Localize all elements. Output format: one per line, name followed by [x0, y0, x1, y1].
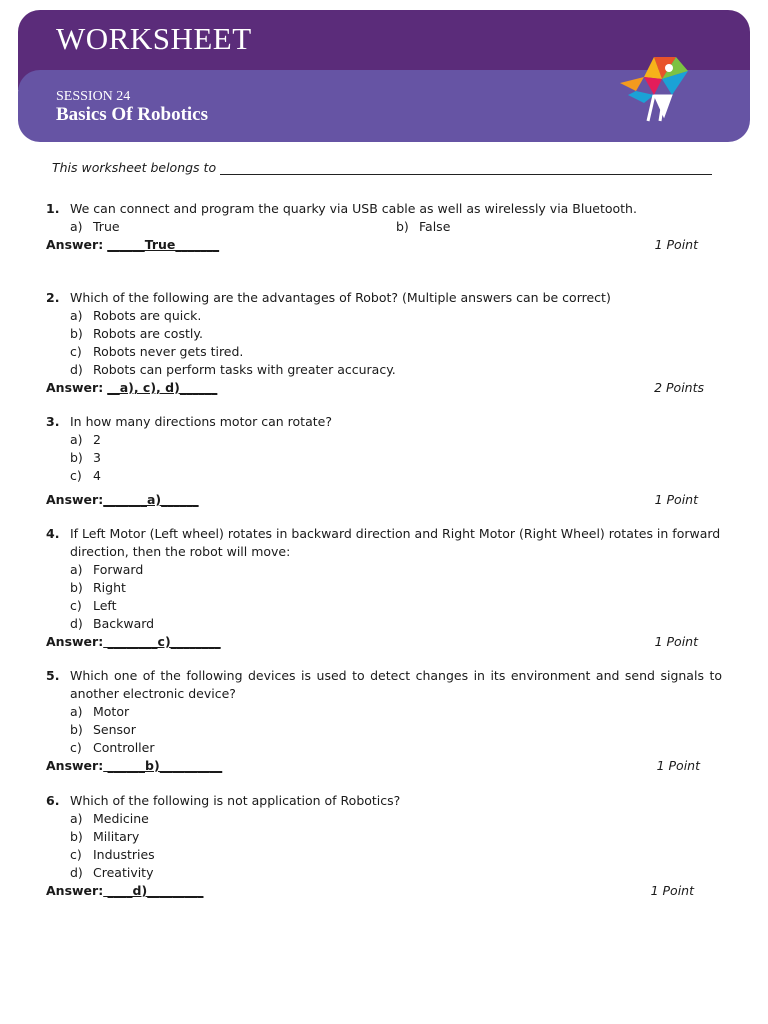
owner-line: [52, 160, 712, 175]
question-text: Which of the following are the advantages of Robot? (Multiple answers can be correct): [70, 290, 611, 305]
option-d[interactable]: d) Backward: [70, 616, 155, 631]
option-list: [46, 431, 722, 485]
answer-label: Answer:: [46, 237, 104, 252]
option-c[interactable]: c) Left: [70, 598, 117, 613]
question-number: 4.: [46, 526, 60, 541]
answer-value: ____d)_________: [103, 883, 204, 898]
option-list: [46, 703, 722, 757]
question-text: We can connect and program the quarky via USB cable as well as wirelessly via Bluetooth.: [70, 201, 637, 216]
option-d[interactable]: d) Creativity: [70, 865, 154, 880]
worksheet-title: WORKSHEET: [56, 21, 252, 56]
option-a[interactable]: a) Robots are quick.: [70, 308, 202, 323]
option-c[interactable]: c) 4: [70, 468, 101, 483]
question-number: 6.: [46, 793, 60, 808]
question-number: 3.: [46, 414, 60, 429]
question-4: [46, 525, 722, 651]
question-text: If Left Motor (Left wheel) rotates in backward direction and Right Motor (Right Wheel) rotates in forward direction, then the robot will move:: [70, 526, 721, 559]
answer-row: [46, 757, 722, 775]
answer-value: ______b)__________: [103, 758, 223, 773]
points-label: 1 Point: [654, 492, 698, 507]
bird-logo-icon: [614, 55, 694, 125]
session-number: SESSION 24: [56, 89, 131, 104]
answer-label: Answer:: [46, 634, 104, 649]
answer-row: [46, 633, 722, 651]
option-a[interactable]: a) 2: [70, 432, 101, 447]
answer-value: ________c)________: [103, 634, 221, 649]
option-d[interactable]: d) Robots can perform tasks with greater accuracy.: [70, 362, 396, 377]
question-5: [46, 667, 722, 775]
option-b[interactable]: b) Sensor: [70, 722, 136, 737]
answer-label: Answer:: [46, 380, 104, 395]
answer-row: [46, 882, 722, 900]
question-number: 2.: [46, 290, 60, 305]
session-topic: Basics Of Robotics: [56, 104, 208, 125]
question-number: 1.: [46, 201, 60, 216]
answer-label: Answer:: [46, 758, 104, 773]
owner-name-blank[interactable]: [220, 161, 712, 175]
option-list: [46, 810, 722, 882]
points-label: 1 Point: [654, 634, 698, 649]
question-6: [46, 792, 722, 900]
answer-label: Answer:: [46, 492, 104, 507]
option-b[interactable]: b) Right: [70, 580, 126, 595]
points-label: 2 Points: [654, 380, 704, 395]
option-b[interactable]: b) 3: [70, 450, 101, 465]
question-text: Which of the following is not application of Robotics?: [70, 793, 401, 808]
option-b[interactable]: b) Military: [70, 829, 140, 844]
option-b[interactable]: b) False: [396, 219, 451, 234]
owner-label: This worksheet belongs to: [52, 160, 217, 175]
option-a[interactable]: a) True: [70, 219, 120, 234]
option-c[interactable]: c) Controller: [70, 740, 155, 755]
option-list: [46, 307, 722, 379]
question-text: Which one of the following devices is used to detect changes in its environment and send signals to another electronic device?: [70, 668, 722, 701]
question-number: 5.: [46, 668, 60, 683]
answer-value: ______True_______: [107, 237, 220, 252]
question-1: [46, 200, 722, 254]
answer-value: _______a)______: [103, 492, 199, 507]
question-2: [46, 289, 722, 397]
question-text: In how many directions motor can rotate?: [70, 414, 332, 429]
question-3: [46, 413, 722, 509]
option-c[interactable]: c) Industries: [70, 847, 155, 862]
option-b[interactable]: b) Robots are costly.: [70, 326, 203, 341]
option-a[interactable]: a) Forward: [70, 562, 144, 577]
option-list: [46, 218, 722, 236]
option-list: [46, 561, 722, 633]
answer-row: [46, 379, 722, 397]
answer-row: [46, 236, 722, 254]
option-c[interactable]: c) Robots never gets tired.: [70, 344, 244, 359]
option-a[interactable]: a) Motor: [70, 704, 130, 719]
worksheet-header: [18, 10, 750, 142]
answer-row: [46, 491, 722, 509]
points-label: 1 Point: [650, 883, 694, 898]
points-label: 1 Point: [656, 758, 700, 773]
option-a[interactable]: a) Medicine: [70, 811, 149, 826]
points-label: 1 Point: [654, 237, 698, 252]
answer-label: Answer:: [46, 883, 104, 898]
answer-value: __a), c), d)______: [107, 380, 218, 395]
